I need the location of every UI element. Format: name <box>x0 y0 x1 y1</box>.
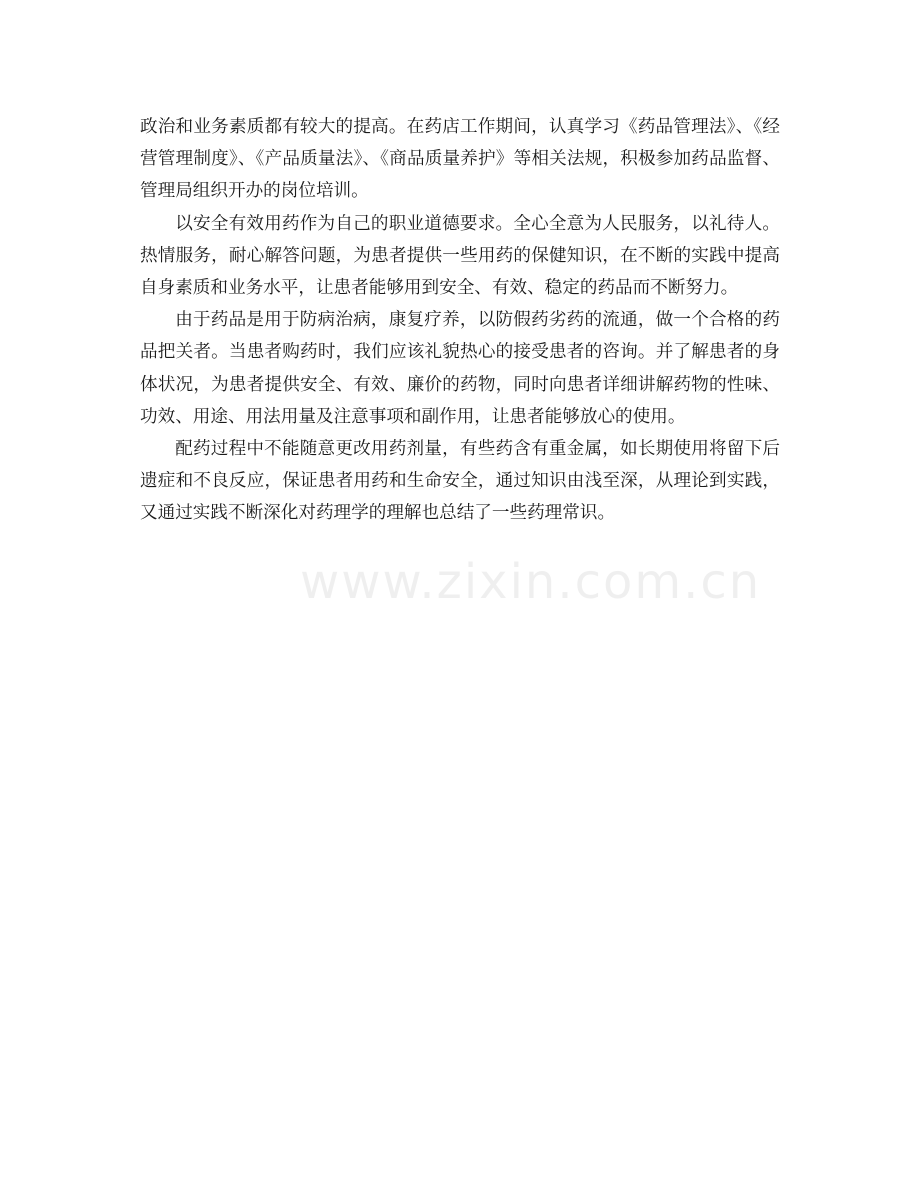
document-body <box>140 111 780 530</box>
paragraph-1: 政治和业务素质都有较大的提高。在药店工作期间，认真学习《药品管理法》、《经营管理制度》、《产品质量法》、《商品质量养护》等相关法规，积极参加药品监督、管理局组织开办的岗位培训。 <box>140 117 780 202</box>
site-watermark: www.zixin.com.cn <box>300 554 762 610</box>
paragraph-3: 由于药品是用于防病治病，康复疗养，以防假药劣药的流通，做一个合格的药品把关者。当患者购药时，我们应该礼貌热心的接受患者的咨询。并了解患者的身体状况，为患者提供安全、有效、廉价的药物，同时向患者详细讲解药物的性味、功效、用途、用法用量及注意事项和副作用，让患者能够放心的使用。 <box>140 310 780 427</box>
paragraph-2: 以安全有效用药作为自己的职业道德要求。全心全意为人民服务，以礼待人。热情服务，耐心解答问题，为患者提供一些用药的保健知识，在不断的实践中提高自身素质和业务水平，让患者能够用到安全、有效、稳定的药品而不断努力。 <box>140 213 780 299</box>
paragraph-4: 配药过程中不能随意更改用药剂量，有些药含有重金属，如长期使用将留下后遗症和不良反应，保证患者用药和生命安全，通过知识由浅至深，从理论到实践，又通过实践不断深化对药理学的理解也总结了一些药理常识。 <box>140 439 780 524</box>
